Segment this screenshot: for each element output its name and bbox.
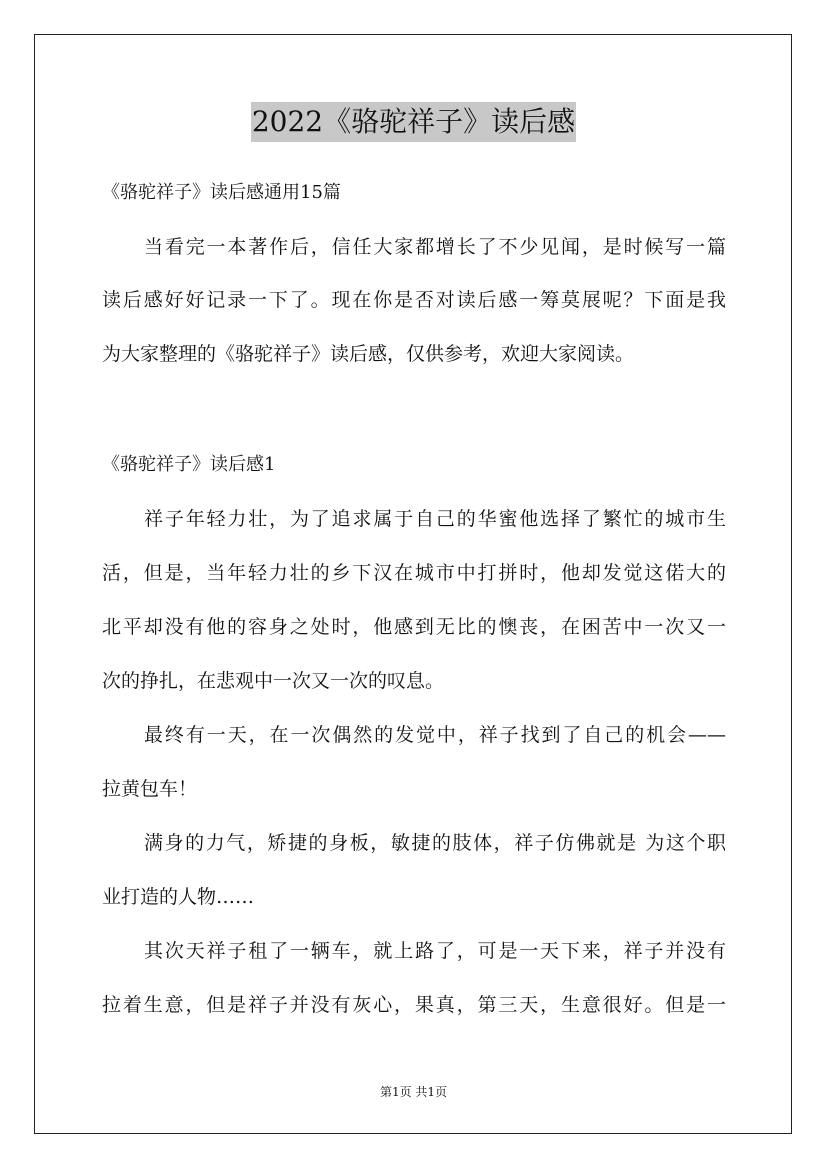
page-footer: 第1页 共1页 — [379, 1085, 448, 1099]
paragraph3-line-1: 满身的力气，矫捷的身板，敏捷的肢体，祥子仿佛就是 为这个职 — [144, 832, 726, 854]
intro-line-1: 当看完一本著作后，信任大家都增长了不少见闻，是时候写一篇 — [144, 236, 726, 258]
document-title: 2022《骆驼祥子》读后感 — [251, 102, 576, 142]
paragraph1-line-4: 次的挣扎，在悲观中一次又一次的叹息。 — [102, 670, 445, 692]
paragraph2-line-2: 拉黄包车！ — [102, 778, 198, 800]
intro-line-3: 为大家整理的《骆驼祥子》读后感，仅供参考，欢迎大家阅读。 — [102, 343, 635, 365]
intro-line-2: 读后感好好记录一下了。现在你是否对读后感一筹莫展呢？下面是我 — [102, 289, 726, 311]
title-container — [0, 102, 827, 142]
document-subtitle: 《骆驼祥子》读后感通用15篇 — [102, 182, 341, 203]
paragraph1-line-1: 祥子年轻力壮，为了追求属于自己的华蜜他选择了繁忙的城市生 — [144, 508, 726, 530]
paragraph4-line-2: 拉着生意，但是祥子并没有灰心，果真，第三天，生意很好。但是一 — [102, 994, 726, 1016]
paragraph1-line-3: 北平却没有他的容身之处时，他感到无比的懊丧，在困苦中一次又一 — [102, 616, 726, 638]
section-heading: 《骆驼祥子》读后感1 — [102, 454, 276, 475]
paragraph2-line-1: 最终有一天，在一次偶然的发觉中，祥子找到了自己的机会—— — [144, 724, 726, 746]
paragraph1-line-2: 活，但是，当年轻力壮的乡下汉在城市中打拼时，他却发觉这偌大的 — [102, 562, 726, 584]
paragraph3-line-2: 业打造的人物…… — [102, 886, 255, 908]
paragraph4-line-1: 其次天祥子租了一辆车，就上路了，可是一天下来，祥子并没有 — [144, 940, 726, 962]
